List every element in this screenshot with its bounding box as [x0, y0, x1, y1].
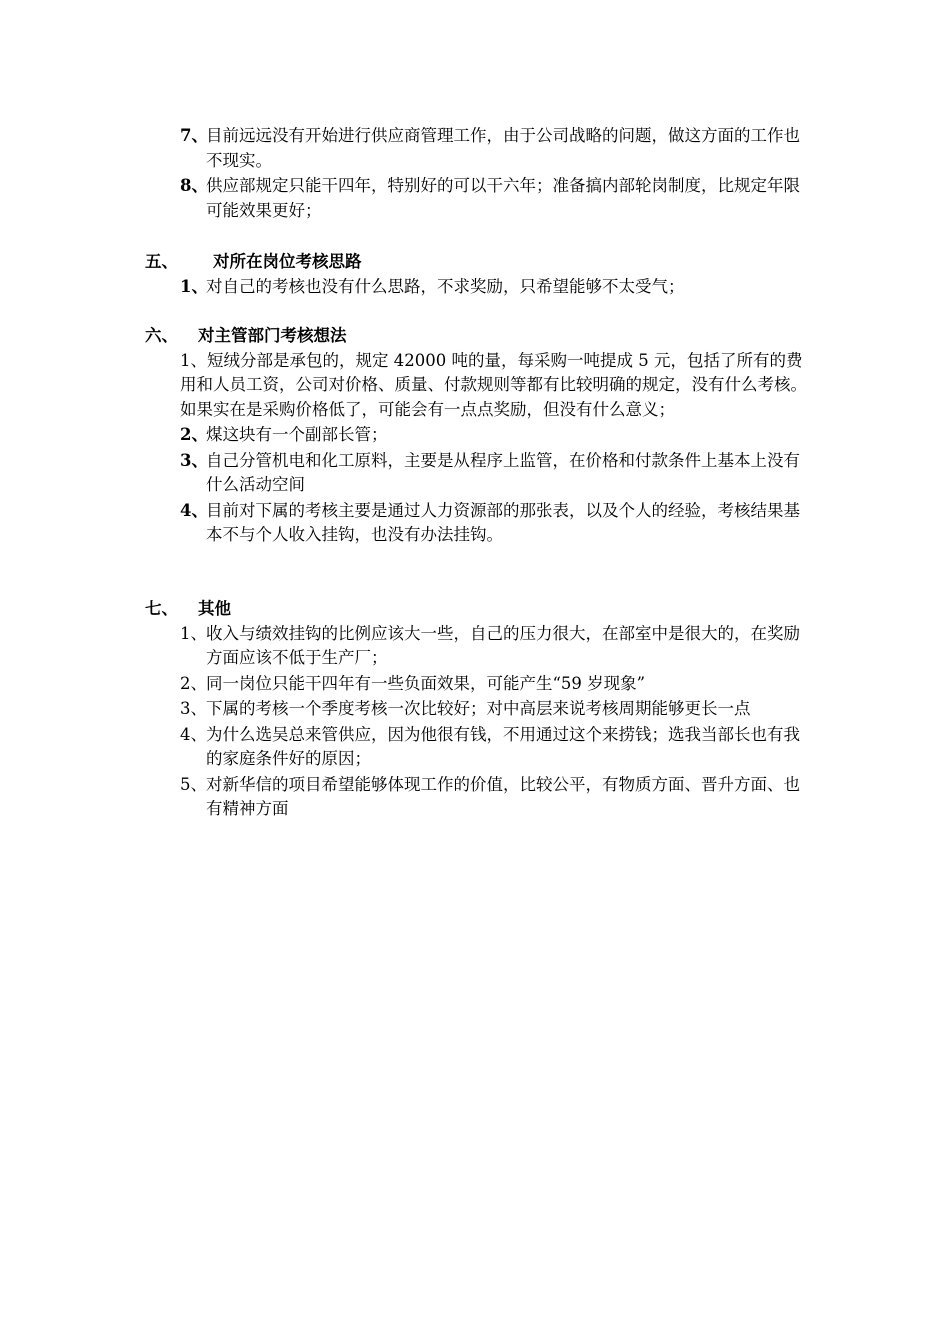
list-item	[180, 697, 808, 722]
item-number: 3、	[180, 450, 208, 470]
list-item	[180, 723, 808, 772]
item-text: 供应部规定只能干四年，特别好的可以干六年；准备搞内部轮岗制度，比规定年限可能效果更好；	[206, 176, 800, 220]
list-item	[180, 672, 808, 697]
item-text: 对自己的考核也没有什么思路，不求奖励，只希望能够不太受气；	[206, 276, 685, 296]
item-text: 目前远远没有开始进行供应商管理工作，由于公司战略的问题，做这方面的工作也不现实。	[206, 126, 800, 170]
section-heading	[145, 250, 950, 275]
item-text: 下属的考核一个季度考核一次比较好；对中高层来说考核周期能够更长一点	[206, 699, 751, 718]
list-item	[180, 773, 808, 822]
list-item	[180, 449, 808, 498]
list-item	[180, 622, 808, 671]
section-number: 七、	[145, 599, 178, 618]
section-5	[0, 250, 950, 299]
item-number: 1、	[180, 276, 208, 296]
list-item	[180, 124, 808, 173]
list-item	[180, 423, 808, 448]
item-number: 7、	[180, 126, 208, 145]
section-title: 对主管部门考核想法	[198, 326, 347, 345]
item-number: 3、	[180, 699, 207, 718]
item-text: 自己分管机电和化工原料，主要是从程序上监管，在价格和付款条件上基本上没有什么活动空间	[206, 450, 800, 494]
list-item	[180, 499, 808, 548]
section-heading	[145, 597, 950, 622]
list-item	[180, 275, 808, 300]
item-number: 2、	[180, 425, 208, 444]
item-text: 对新华信的项目希望能够体现工作的价值，比较公平，有物质方面、晋升方面、也有精神方面	[206, 774, 800, 818]
section-heading	[145, 324, 950, 349]
section-number: 六、	[145, 326, 178, 345]
item-text: 同一岗位只能干四年有一些负面效果，可能产生“59 岁现象”	[206, 673, 646, 693]
section-6	[0, 324, 950, 548]
item-text: 1、短绒分部是承包的，规定 42000 吨的量，每采购一吨提成 5 元，包括了所有的费用和人员工资，公司对价格、质量、付款规则等都有比较明确的规定，没有什么考核。如果实在是采购价格低了，可能会有一点点奖励，但没有什么意义；	[180, 350, 807, 419]
item-text: 煤这块有一个副部长管；	[206, 425, 388, 444]
item-text: 收入与绩效挂钩的比例应该大一些，自己的压力很大，在部室中是很大的，在奖励方面应该不低于生产厂；	[206, 623, 800, 667]
item-number: 1、	[180, 623, 207, 643]
item-text: 为什么选吴总来管供应，因为他很有钱，不用通过这个来捞钱；选我当部长也有我的家庭条件好的原因；	[206, 724, 800, 768]
list-item	[180, 349, 808, 423]
item-number: 8、	[180, 176, 208, 195]
section-prev-list	[0, 124, 950, 223]
list-item	[180, 174, 808, 223]
item-number: 4、	[180, 500, 208, 520]
item-text: 目前对下属的考核主要是通过人力资源部的那张表，以及个人的经验，考核结果基本不与个人收入挂钩，也没有办法挂钩。	[206, 500, 800, 544]
item-number: 4、	[180, 724, 207, 744]
section-7	[0, 597, 950, 822]
item-number: 1、	[180, 350, 207, 370]
item-number: 2、	[180, 673, 207, 693]
section-title: 其他	[198, 599, 231, 618]
item-number: 5、	[180, 774, 207, 794]
section-number: 五、	[145, 252, 178, 271]
section-title: 对所在岗位考核思路	[213, 252, 362, 271]
